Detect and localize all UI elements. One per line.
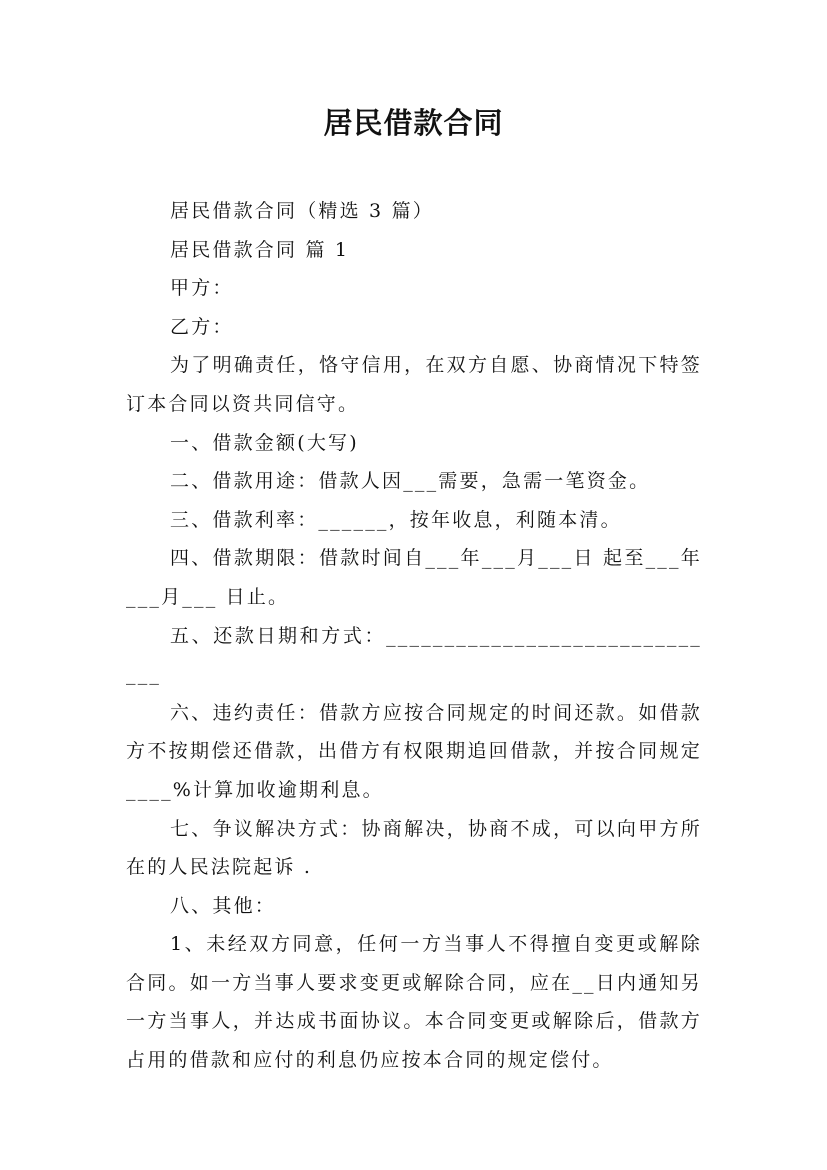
- paragraph-party-a: 甲方：: [170, 277, 234, 300]
- paragraph-preamble: 为了明确责任，恪守信用，在双方自愿、协商情况下特签订本合同以资共同信守。: [126, 354, 702, 415]
- paragraph-clause-2: 二、借款用途：借款人因___需要，急需一笔资金。: [170, 470, 651, 493]
- paragraph-clause-7: 七、争议解决方式：协商解决，协商不成，可以向甲方所在的人民法院起诉 .: [126, 817, 702, 879]
- paragraph-party-b: 乙方：: [170, 315, 234, 338]
- paragraph-clause-1: 一、借款金额(大写): [170, 431, 359, 454]
- paragraph-clause-8: 八、其他：: [170, 894, 277, 917]
- paragraph-subtitle: 居民借款合同（精选 3 篇）: [170, 200, 434, 222]
- paragraph-clause-6: 六、违约责任：借款方应按合同规定的时间还款。如借款方不按期偿还借款，出借方有权限期追回借款，并按合同规定____%计算加收逾期利息。: [126, 701, 702, 801]
- paragraph-clause-3: 三、借款利率：______，按年收息，利随本清。: [170, 508, 622, 531]
- paragraph-section-heading: 居民借款合同 篇 1: [170, 238, 350, 261]
- paragraph-clause-5: 五、还款日期和方式：______________________________: [126, 624, 702, 686]
- paragraph-clause-4: 四、借款期限：借款时间自___年___月___日 起至___年___月___ 日止。: [126, 547, 702, 608]
- paragraph-clause-8-1: 1、未经双方同意，任何一方当事人不得擅自变更或解除合同。如一方当事人要求变更或解除合同，应在__日内通知另一方当事人，并达成书面协议。本合同变更或解除后，借款方占用的借款和应付的利息仍应按本合同的规定偿付。: [126, 933, 702, 1072]
- document-title: 居民借款合同: [323, 106, 504, 140]
- document-body: [126, 192, 702, 1080]
